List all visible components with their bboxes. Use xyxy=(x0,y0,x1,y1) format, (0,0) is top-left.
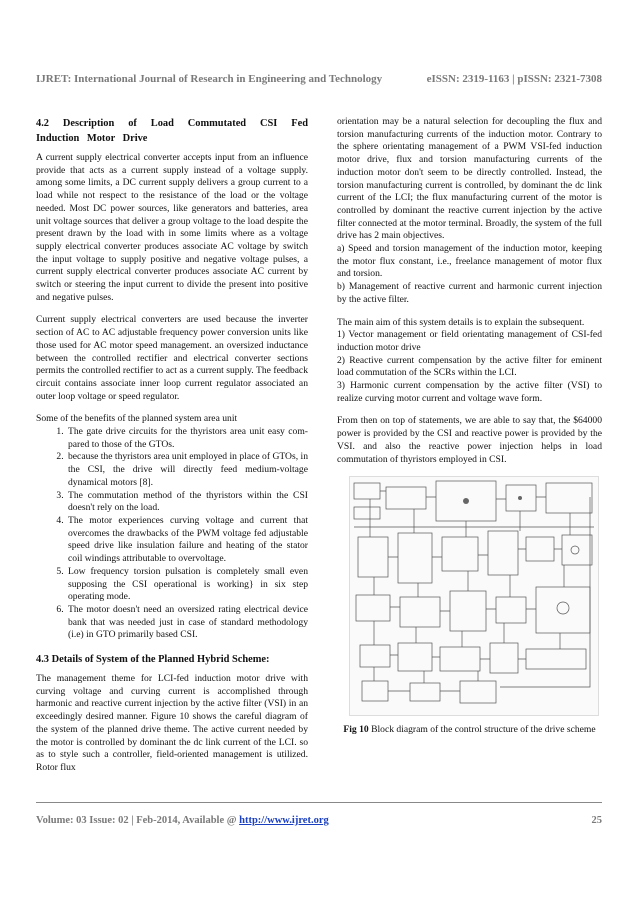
volume-info: Volume: 03 Issue: 02 | Feb-2014, Available @ xyxy=(36,815,240,826)
figure-caption xyxy=(337,724,602,737)
journal-link[interactable]: http://www.ijret.org xyxy=(239,815,329,826)
aims-block xyxy=(337,317,602,406)
list-item: 5. Low frequency torsion pulsation is completely small even supposing the CSI operational is working} in six step operating mode. xyxy=(66,566,308,604)
paragraph-text: orientation may be a natural selection for decoupling the flux and torsion manufacturing currents of the induction motor. Contrary to the sphere orientating management of a PWM VSI-fed induction motor drive, flux and torsion manufacturing currents of the induction motor don't seem to be directly controlled. Instead, the torsion manufacturing current is controlled, by dominant the dc link current of the LCI; the flux manufacturing current of the motor is controlled by dominant the reactive current injection by the active filter connected at the motor terminal. Broadly, the system of the full drive has 2 main objectives. xyxy=(337,116,602,242)
list-item: 2. because the thyristors area unit employed in place of GTOs, in the CSI, the drive will directly feed medium-voltage dynamical motors [8]. xyxy=(66,451,308,489)
aim-2: 2) Reactive current compensation by the active filter for eminent load commutation of the SCRs within the LCI. xyxy=(337,354,602,379)
paragraph: The management theme for LCI-fed induction motor drive with curving voltage and curving current is accomplished through harmonic and reactive current injection by the active filter (VSI) in an exceedingly desired manner. Figure 10 shows the careful diagram of the system of the planned drive theme. The active current needed by the motor is controlled by dominant the dc link current of the LCI. so as to style such a controller, field-oriented management is utilized. Rotor flux xyxy=(36,673,308,773)
aims-intro: The main aim of this system details is to explain the subsequent. xyxy=(337,316,585,328)
block-diagram-image xyxy=(350,477,598,715)
list-intro: Some of the benefits of the planned system area unit xyxy=(36,413,238,425)
footer-left xyxy=(36,815,329,826)
running-header xyxy=(36,73,602,85)
figure-label: Fig 10 xyxy=(343,724,369,736)
page-number: 25 xyxy=(591,815,602,826)
benefits-list xyxy=(36,426,308,642)
list-item: 4. The motor experiences curving voltage and current that overcomes the drawbacks of the PWM voltage fed adjustable speed drive like insulation failure and heating of the stator coil windings attributable to overvoltage. xyxy=(66,515,308,566)
list-item: 6. The motor doesn't need an oversized rating electrical device bank that was needed just in case of standard methodology (i.e) in GTO primarily based CSI. xyxy=(66,604,308,642)
paragraph: A current supply electrical converter accepts input from an influence provide that acts as a current supply instead of a voltage supply. among some limits, a DC current supply delivers a group current to a load while not respect to the resistance of the load or the voltage needed. Most DC power sources, like generators and batteries, area unit voltage sources that deliver a group voltage to the load despite the present drawn by the load with in some limits where as a voltage supply electrical converter produces associate AC voltage by switch the input voltage to supply positive and negative voltage pulses, a current supply electrical converter produces associate AC current by switch or steering the input current to divide the present into positive and negative pulses. xyxy=(36,152,308,303)
figure-caption-text: Block diagram of the control structure of the drive scheme xyxy=(371,724,596,736)
list-item: 1. The gate drive circuits for the thyristors area unit easy com- pared to those of the GTOs. xyxy=(66,426,308,451)
block-diagram-figure xyxy=(349,476,599,716)
paragraph: Current supply electrical converters are used because the inverter section of AC to AC adjustable frequency power conversion units like those used for AC motor speed management. an oversized inductance between the controlled rectifier and electrical converter sections permits the controlled rectifier to act as a current supply. The feedback circuit contains associate inner loop current regulator associated an outer loop voltage or speed regulator. xyxy=(36,314,308,402)
issn-text: eISSN: 2319-1163 | pISSN: 2321-7308 xyxy=(426,73,602,85)
left-column xyxy=(36,116,308,785)
journal-name: IJRET: International Journal of Research in Engineering and Technology xyxy=(36,73,383,85)
objective-a: a) Speed and torsion management of the induction motor, keeping the motor flux constant, i.e., freelance management of motor flux and torsion. xyxy=(337,243,602,280)
list-item: 3. The commutation method of the thyristors within the CSI doesn't rely on the load. xyxy=(66,490,308,515)
section-4-2-title: 4.2 Description of Load Commutated CSI Fed Induction Motor Drive xyxy=(36,118,308,144)
section-4-3-title: 4.3 Details of System of the Planned Hybrid Scheme: xyxy=(36,654,270,666)
page-footer xyxy=(36,815,602,826)
aim-1: 1) Vector management or field orientating management of CSI-fed induction motor drive xyxy=(337,329,602,353)
aim-3: 3) Harmonic current compensation by the active filter (VSI) to realize curving motor current and voltage wave form. xyxy=(337,380,602,404)
right-column xyxy=(337,116,602,737)
paragraph xyxy=(337,116,602,307)
objective-b: b) Management of reactive current and harmonic current injection by the active filter. xyxy=(337,281,602,305)
paragraph: From then on top of statements, we are able to say that, the $64000 power is provided by the CSI and reactive power is provided by the VSI. and also the reactive power injection helps in load commutation of thyristors employed in CSI. xyxy=(337,415,602,465)
footer-divider xyxy=(36,802,602,803)
